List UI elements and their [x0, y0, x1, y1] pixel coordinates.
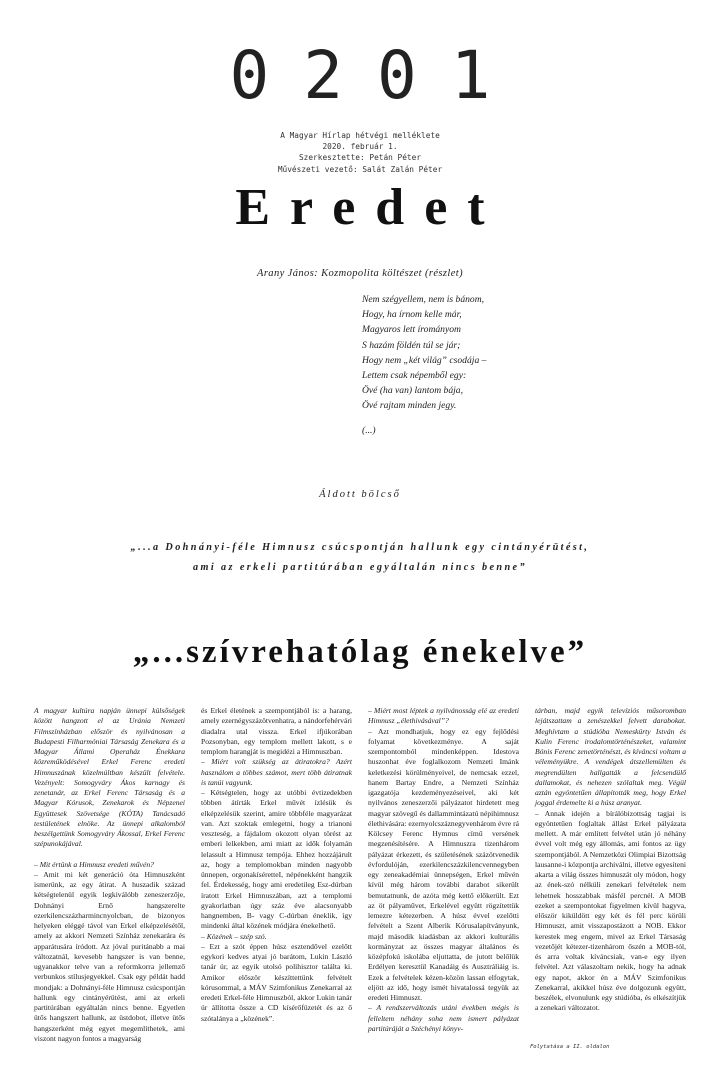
- paragraph: és Erkel életének a szempontjából is: a harang, amely ezernégyszázötvenhatra, a nándorfehérvári diadalra utal vissza. Erkel ifjúkorában Pozsonyban, egy templom mellett lakott, s e templom harangját is megidézi a Himnuszban.: [201, 706, 352, 756]
- pull-quote: [0, 538, 720, 578]
- masthead-info: [0, 130, 720, 175]
- continuation-note: Folytatása a II. oldalon: [530, 1044, 610, 1050]
- issue-digit: 1: [450, 37, 491, 114]
- article-headline: „...szívrehatólag énekelve”: [132, 634, 588, 670]
- text-column: [535, 706, 686, 1044]
- poem-text: [362, 292, 486, 438]
- paragraph: – Miért volt szükség az átiratokra? Azért használom a többes számot, mert több átiratnak is tanúi vagyunk.: [201, 757, 352, 787]
- poem-ellipsis: (...): [362, 424, 376, 436]
- issue-number: [0, 36, 720, 116]
- paragraph: – A rendszerváltozás utáni években mégis is felleltem néhány soha nem ismert pályázat partitúráját a Széchényi könyv-: [368, 1003, 519, 1033]
- info-line: Művészeti vezető: Salát Zalán Péter: [277, 164, 443, 174]
- poem-line: Hogy, ha írnom kelle már,: [362, 309, 462, 321]
- pull-quote-line: „...a Dohnányi-féle Himnusz csúcspontján hallunk egy cintányérütést,: [130, 542, 590, 553]
- poem-line: Nem szégyellem, nem is bánom,: [362, 294, 485, 305]
- poem-title: Arany János: Kozmopolita költészet (részlet): [257, 268, 463, 279]
- issue-digit: 2: [303, 37, 343, 114]
- poem-line: Övé rajtam minden jegy.: [362, 400, 457, 412]
- info-line: 2020. február 1.: [322, 142, 398, 152]
- poem-line: Hogy nem „két világ” csodája –: [362, 354, 487, 366]
- poem-line: S hazám földén túl se jár;: [362, 339, 461, 351]
- issue-digit: 0: [229, 37, 270, 114]
- paragraph: – Annak idején a bírálóbizottság tagjai is egyöntetűen foglaltak állást Erkel pályázata mellett. A már említett felvétel után jó néhány évvel volt még egy állomás, ami fontos az ügy szempontjából. A Nemzetközi Olimpiai Bizottság lausanne-i központja archiválni, illetve egyesíteni akarta a világ összes himnuszát oly módon, hogy az ének-szó nélküli zenekari felvételek nem lehetnek hosszabbak másfél percnél. A MOB ezeket a szempontokat figyelmen kívül hagyva, először kiküldött egy két és fél perc körüli Himnuszt, amit visszapostázott a NOB. Ekkor kerestek meg engem, mivel az Erkel Társaság vezetőjét kétezer-tizenhárom őszén a MOB-tól, és arra voltak kíváncsiak, van-e egy ilyen felvétel. Azt válaszoltam nekik, hogy ha adnak egy napot, akkor én a MÁV Szimfonikus Zenekarral, akikkel húsz éve dolgozunk együtt, beszélek, elvonulunk egy stúdióba, és elkészítjük a zenekari változatot.: [535, 808, 686, 1013]
- paragraph: – Kétségtelen, hogy az utóbbi évtizedekben többen átírták Erkel művét ízlésük és elképzelésük szerint, amire többféle magyarázat van. Azt szoktak emlegetni, hogy a trianoni veszteség, a fájdalom okozott olyan törést az emberi lelkekben, ami miatt az idők folyamán lelassult a Himnusz tempója. Ehhez hozzájárult az, hogy a templomokban minden nagyobb ünnepen, orgonakíséretteI, népénekként hangzik fel. Érdekesség, hogy ami eredetileg Esz-dúrban íratott Erkel Himnuszában, azt a templomi gyakorlatban úgy száz éve alacsonyabb hangnemben, B- vagy C-dúrban éneklik, így mindenki által közének módjára énekelhető.: [201, 788, 352, 931]
- poem-line: Övé (ha van) lantom bája,: [362, 385, 463, 397]
- paragraph: – Miért most léptek a nyilvánosság elé az eredeti Himnusz „élethivásával”?: [368, 706, 519, 726]
- paragraph-gap: [34, 850, 185, 860]
- poem-line: Magyaros lett írományom: [362, 324, 461, 336]
- page-title: Eredet: [235, 179, 505, 236]
- section-title: Áldott bölcső: [319, 489, 401, 500]
- text-column: [368, 706, 519, 1044]
- text-column: [201, 706, 352, 1044]
- paragraph: – Azt mondhatjuk, hogy ez egy fejlődési folyamat következménye. A saját szempontomból mindenképpen. Idestova huszonhat éve foglalkozom Nemzeti Imánk keletkezési körülményeivel, de nemcsak ezzel, hanem Bartay Endre, a Nemzeti Színház igazgatója kezdeményezéseivel, aki két nyilvános zeneszerzői pályázatot hirdetett meg magyar szövegű és dallammintázatú népihimnusz élethivására: ezernyolcszáznegyvenhárom évre rá Kölcsey Ferenc Hymnus című versének megzenésítésére. A Himnuszra tizenhárom pályázat érkezett, és születésének százötvenedik évfordulóján, ezerkilencszázkilencvennegyben egy zeneakadémiai ünnepségen, Erkel művén kívül még három további darabot sikerült bemutatnunk, de azóta még kettő előkerült. Ezt az öt pályaművet, Erkelével együtt rögzítettük lemezre kétezerben. A húsz évvel ezelőtti felvételt a Szent Alberik Kórusalapítványunk, majd második kiadásban az akkori kulturális kormányzat az összes magyar általános és középfokú iskolába eljuttatta, de jutott belőlük Erdélyen keresztül Kanadáig és Ausztráliáig is. Ezek a felvételek kézen-közön lassan elfogytak, eljött az idő, hogy ismét hivatalossá tegyük az eredeti Himnuszt.: [368, 726, 519, 1002]
- paragraph: – Mit értünk a Himnusz eredeti művén?: [34, 859, 154, 869]
- paragraph: A magyar kultúra napján ünnepi külsőségek között hangzott el az Uránia Nemzeti Filmszínházban először és nyilvánosan a Budapesti Filharmóniai Társaság Zenekara és a Magyar Állami Operaház Énekkara közreműködésével Erkel Ferenc eredeti Himnuszának közelmúltban készült felvétele. Vezényelt: Somogyváry Ákos karnagy és zenetanár, az Erkel Ferenc Társaság és a Magyar Kórusok, Zenekarok és Népzenei Együttesek Szövetsége (KÓTA) Tanácsadó testületének elnöke. Az ünnepi alkalomból beszélgettünk Somogyváry Ákossal, Erkel Ferenc szépunokájával.: [34, 706, 185, 849]
- info-line: Szerkesztette: Petán Péter: [298, 153, 422, 163]
- paragraph: – Amit mi két generáció óta Himnuszként ismerünk, az egy átirat. A huszadik század kétségtelenül egyik legkiválóbb zeneszerzője, Dohnányi Ernő hangszerelte ezerkilencszázharmincnyolcban, de bizonyos helyeken eléggé távol van Erkel elképzelésétől, amely az akkori Nemzeti Színház zenekarára és apparátusára íródott. Az jóval puritánabb a mai változatnál, kevesebb hangszer is van benne, ugyanakkor telve van a reformkorra jellemző verbunkos stílusjegyekkel. Csak egy példát hadd mondjak: a Dohnányi-féle Himnusz csúcspontján hallunk egy cintányérütést, ami az erkeli partitúrában egyáltalán nincs benne. Egyetlen ütős hangszert hallunk, az üstdobot, illetve ütős hangszerként még egyet megemlíthetek, ami viszont nagyon fontos a magyarság: [34, 869, 185, 1043]
- text-column: [34, 706, 185, 1044]
- info-line: A Magyar Hírlap hétvégi melléklete: [280, 131, 440, 140]
- pull-quote-line: ami az erkeli partitúrában egyáltalán nincs benne”: [193, 562, 527, 573]
- paragraph: – Ezt a szót éppen húsz esztendővel ezelőtt egykori kedves atyai jó barátom, Lukin László tanár úr, az egyik utolsó polihisztor találta ki. Amikor először készíttettünk felvételt kórusommal, a MÁV Szimfonikus Zenekarral az eredeti Erkel-féle Himnuszból, akkor Lukin tanár úr állította össze a CD kísérőfüzetét és az ő szótalánya a „közének”.: [201, 941, 352, 1023]
- paragraph: tárban, majd egyik televíziós műsoromban lejátszattam a zenészekkel felvett darabokat. Meghívtam a stúdióba Nemeskürty István és Kulin Ferenc irodalomtörténészeket, valamint Bónis Ferenc zenetörténészt, és kíváncsi voltam a véleményükre. A vendégek átszellemülten és megrendülten hallgatták a felcsendülő dallamokat, és nehezen szólaltak meg. Végül aztán egyöntetűen állapították meg, hogy Erkel joggal érdemelte ki a húsz aranyat.: [535, 706, 686, 808]
- poem-line: Lettem csak népemből egy:: [362, 370, 467, 382]
- paragraph: – Közének – szép szó.: [201, 931, 267, 941]
- issue-digit: 0: [377, 37, 417, 114]
- article-body: [34, 706, 686, 1044]
